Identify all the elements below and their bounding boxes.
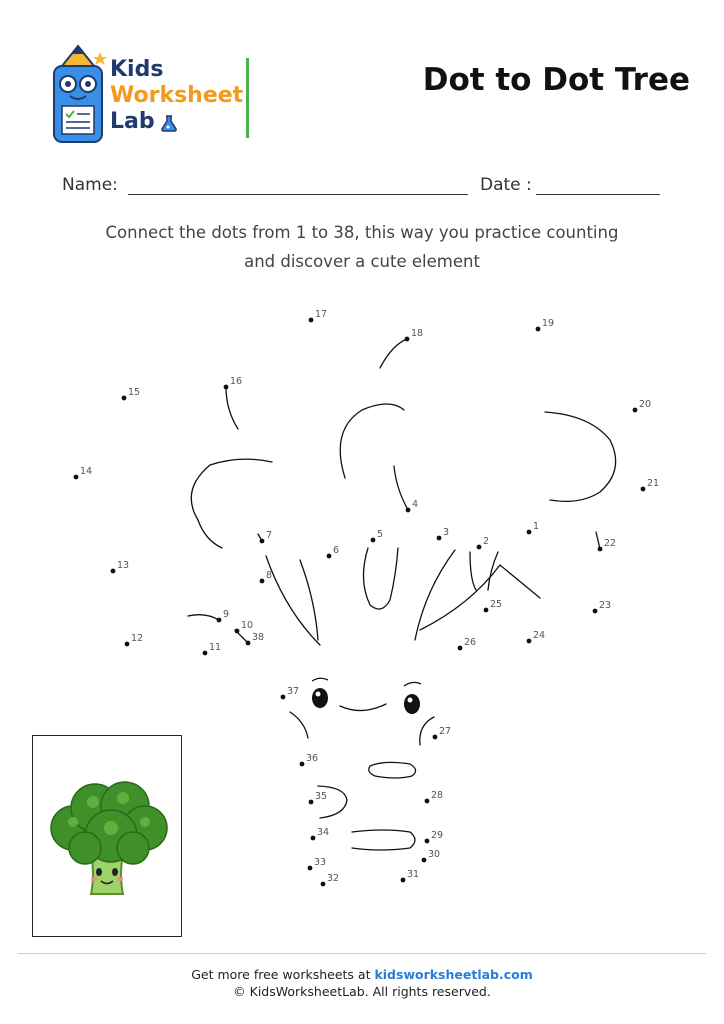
dot-label-27: 27: [439, 726, 452, 737]
dot-6[interactable]: [327, 554, 332, 559]
face-eyes: [312, 678, 421, 714]
dot-37[interactable]: [281, 695, 286, 700]
dot-1[interactable]: [527, 530, 532, 535]
dot-label-18: 18: [411, 328, 424, 339]
dot-4[interactable]: [406, 508, 411, 513]
name-label: Name:: [62, 175, 118, 195]
dot-19[interactable]: [536, 327, 541, 332]
instructions: [60, 218, 664, 276]
name-input-line[interactable]: [128, 194, 468, 195]
dot-label-8: 8: [266, 570, 273, 581]
dot-label-9: 9: [223, 609, 230, 620]
dot-5[interactable]: [371, 538, 376, 543]
dot-label-35: 35: [315, 791, 328, 802]
dot-11[interactable]: [203, 651, 208, 656]
footer-promo: [0, 967, 724, 982]
dot-9[interactable]: [217, 618, 222, 623]
dot-15[interactable]: [122, 396, 127, 401]
dot-31[interactable]: [401, 878, 406, 883]
dot-label-1: 1: [533, 521, 540, 532]
footer-promo-text: Get more free worksheets at: [191, 967, 375, 982]
dot-12[interactable]: [125, 642, 130, 647]
dot-label-31: 31: [407, 869, 420, 880]
dot-13[interactable]: [111, 569, 116, 574]
answer-preview: [32, 735, 182, 937]
dot-36[interactable]: [300, 762, 305, 767]
date-label: Date :: [480, 175, 532, 195]
dot-30[interactable]: [422, 858, 427, 863]
dot-label-32: 32: [327, 873, 340, 884]
instructions-line-1: Connect the dots from 1 to 38, this way you practice counting: [105, 223, 619, 242]
dot-label-28: 28: [431, 790, 444, 801]
dot-label-2: 2: [483, 536, 490, 547]
dot-16[interactable]: [224, 385, 229, 390]
dot-10[interactable]: [235, 629, 240, 634]
logo-divider: [246, 58, 249, 138]
dot-label-7: 7: [266, 530, 273, 541]
dot-17[interactable]: [309, 318, 314, 323]
dot-28[interactable]: [425, 799, 430, 804]
dot-label-15: 15: [128, 387, 141, 398]
dot-35[interactable]: [309, 800, 314, 805]
instructions-line-2: and discover a cute element: [244, 252, 480, 271]
dot-7[interactable]: [260, 539, 265, 544]
logo-text-lab: Lab: [110, 109, 155, 134]
dot-18[interactable]: [405, 337, 410, 342]
footer-site-link[interactable]: kidsworksheetlab.com: [374, 967, 533, 982]
dot-label-13: 13: [117, 560, 130, 571]
dot-label-25: 25: [490, 599, 503, 610]
dot-label-23: 23: [599, 600, 612, 611]
dot-label-38: 38: [252, 632, 265, 643]
dot-33[interactable]: [308, 866, 313, 871]
dot-26[interactable]: [458, 646, 463, 651]
brand-logo: [48, 44, 248, 150]
dot-label-6: 6: [333, 545, 340, 556]
pencil-mascot-icon: [48, 44, 108, 150]
dot-label-37: 37: [287, 686, 300, 697]
dot-8[interactable]: [260, 579, 265, 584]
dot-label-26: 26: [464, 637, 477, 648]
dot-14[interactable]: [74, 475, 79, 480]
dot-label-12: 12: [131, 633, 144, 644]
dot-label-22: 22: [604, 538, 617, 549]
logo-text-worksheet: Worksheet: [110, 83, 244, 108]
dot-22[interactable]: [598, 547, 603, 552]
dot-3[interactable]: [437, 536, 442, 541]
dot-label-29: 29: [431, 830, 444, 841]
dot-label-4: 4: [412, 499, 419, 510]
dot-25[interactable]: [484, 608, 489, 613]
dot-32[interactable]: [321, 882, 326, 887]
dot-24[interactable]: [527, 639, 532, 644]
footer-copyright: © KidsWorksheetLab. All rights reserved.: [233, 984, 491, 999]
date-input-line[interactable]: [536, 194, 660, 195]
dot-23[interactable]: [593, 609, 598, 614]
broccoli-picture: [33, 736, 181, 936]
dot-2[interactable]: [477, 545, 482, 550]
dot-label-10: 10: [241, 620, 254, 631]
dot-label-14: 14: [80, 466, 93, 477]
dot-34[interactable]: [311, 836, 316, 841]
dot-label-24: 24: [533, 630, 546, 641]
dot-label-17: 17: [315, 309, 328, 320]
dot-21[interactable]: [641, 487, 646, 492]
dot-label-11: 11: [209, 642, 222, 653]
dot-label-34: 34: [317, 827, 330, 838]
page-title: Dot to Dot Tree: [422, 62, 690, 98]
logo-text-kids: Kids: [110, 57, 164, 82]
dot-label-33: 33: [314, 857, 327, 868]
dot-20[interactable]: [633, 408, 638, 413]
dot-27[interactable]: [433, 735, 438, 740]
dot-38[interactable]: [246, 641, 251, 646]
puzzle-guide-strokes: [188, 339, 616, 850]
dot-label-20: 20: [639, 399, 652, 410]
dot-label-21: 21: [647, 478, 660, 489]
dot-label-30: 30: [428, 849, 441, 860]
dot-label-36: 36: [306, 753, 319, 764]
footer-divider: [18, 953, 706, 954]
dot-29[interactable]: [425, 839, 430, 844]
dot-label-19: 19: [542, 318, 555, 329]
dot-label-16: 16: [230, 376, 243, 387]
dot-label-3: 3: [443, 527, 450, 538]
dot-label-5: 5: [377, 529, 384, 540]
flask-icon: [160, 114, 178, 132]
